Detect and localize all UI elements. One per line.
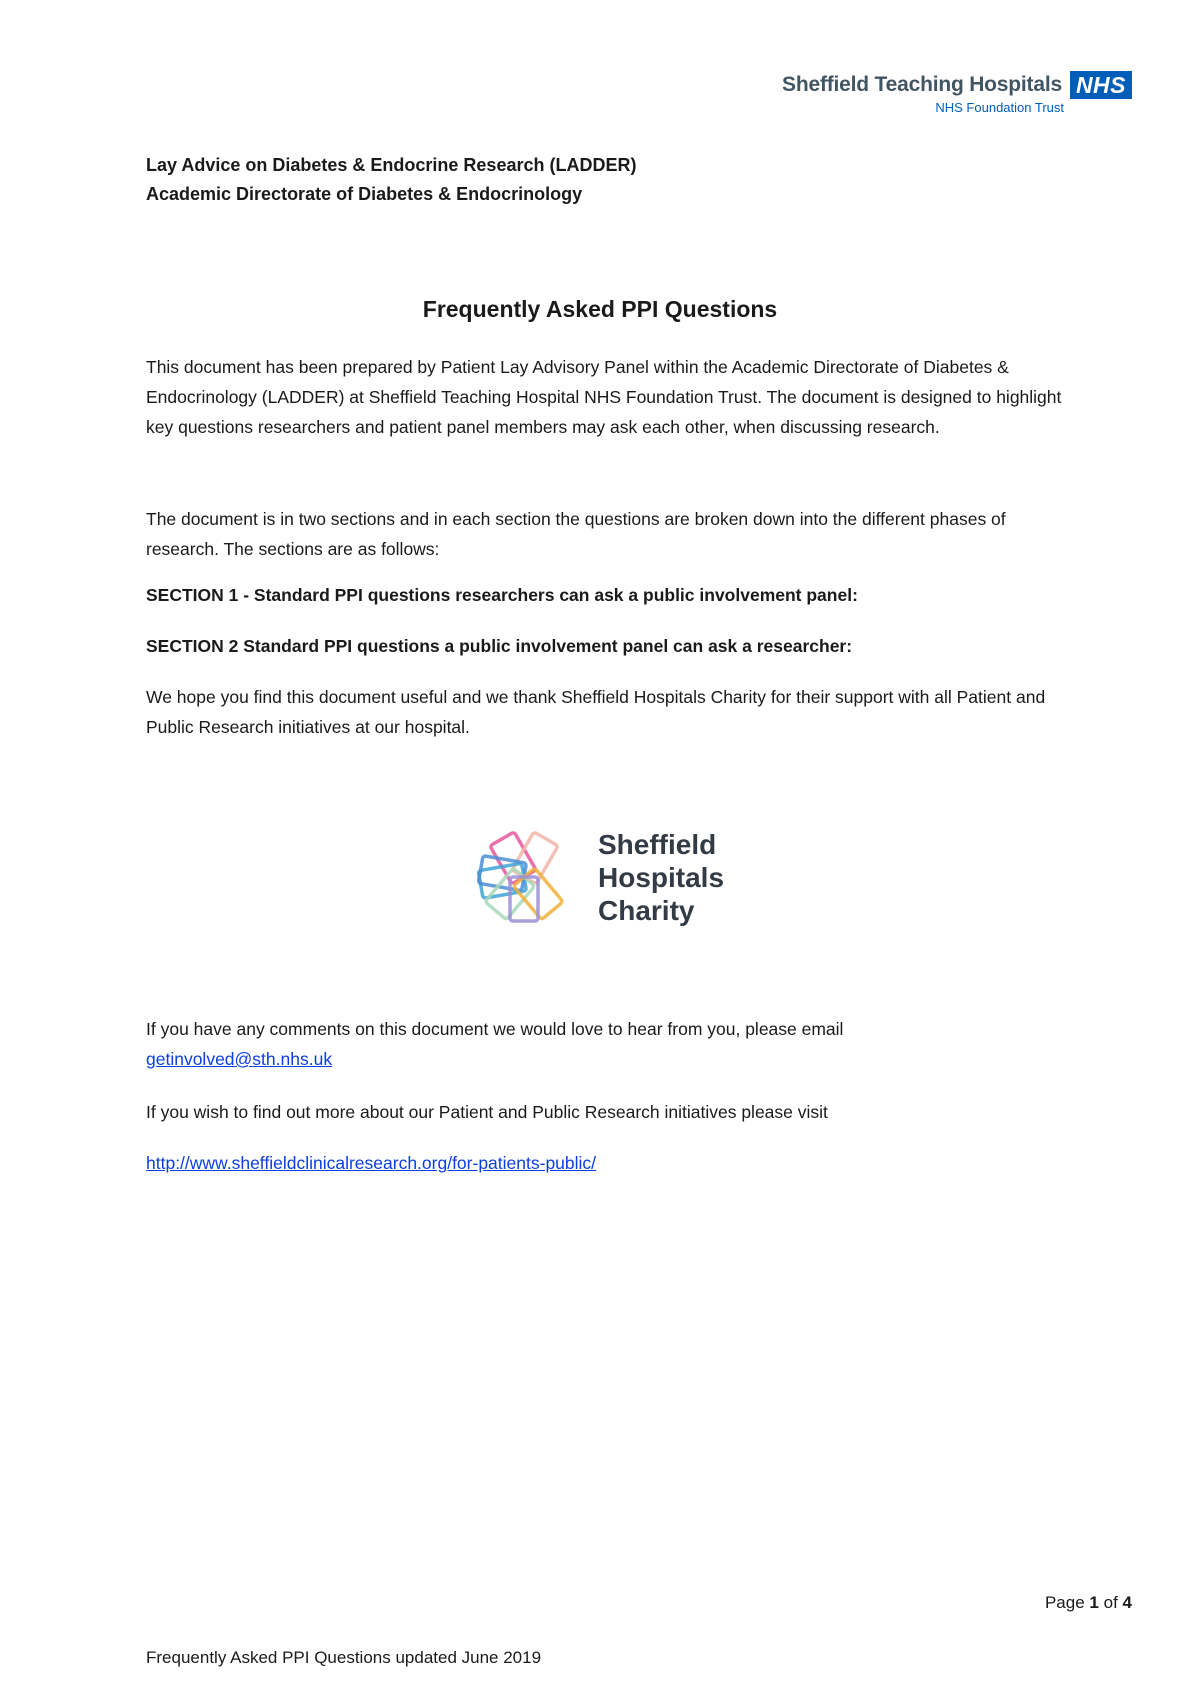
intro-paragraph: This document has been prepared by Patient Lay Advisory Panel within the Academic Directorate of Diabetes & Endocrinology (LADDER) at Sheffield Teaching Hospital NHS Foundation Trust. The document is designed to highlight key questions researchers and patient panel members may ask each other, when discussing research. bbox=[146, 357, 1062, 437]
header-line-1: Lay Advice on Diabetes & Endocrine Research (LADDER) bbox=[146, 155, 637, 175]
charity-flower-icon bbox=[462, 815, 586, 939]
trust-org-name: Sheffield Teaching Hospitals bbox=[782, 73, 1062, 96]
trust-subtitle: NHS Foundation Trust bbox=[935, 100, 1064, 115]
sections-paragraph: The document is in two sections and in each section the questions are broken down into the different phases of research. The sections are as follows: bbox=[146, 509, 1006, 559]
comment-paragraph bbox=[146, 1014, 1066, 1074]
nhs-badge: NHS bbox=[1070, 71, 1132, 99]
nhs-trust-logo bbox=[782, 71, 1132, 115]
email-link[interactable]: getinvolved@sth.nhs.uk bbox=[146, 1049, 333, 1069]
page-number: Page 1 of 4 bbox=[1044, 1593, 1132, 1612]
research-website-link[interactable]: http://www.sheffieldclinicalresearch.org/for-patients-public/ bbox=[146, 1153, 597, 1173]
section-1-heading: SECTION 1 - Standard PPI questions researchers can ask a public involvement panel: bbox=[146, 585, 858, 605]
page-title: Frequently Asked PPI Questions bbox=[422, 296, 778, 322]
charity-name: Sheffield Hospitals Charity bbox=[598, 828, 725, 926]
url-paragraph bbox=[146, 1148, 1066, 1178]
page-footer: Frequently Asked PPI Questions updated June 2019 bbox=[146, 1648, 542, 1667]
comment-text: If you have any comments on this document we would love to hear from you, please email bbox=[146, 1019, 844, 1039]
visit-text: If you wish to find out more about our Patient and Public Research initiatives please visit bbox=[146, 1102, 828, 1122]
document-header bbox=[146, 151, 636, 209]
header-line-2: Academic Directorate of Diabetes & Endocrinology bbox=[146, 184, 583, 204]
section-2-heading: SECTION 2 Standard PPI questions a public involvement panel can ask a researcher: bbox=[146, 636, 853, 656]
charity-logo bbox=[462, 815, 724, 939]
thanks-paragraph: We hope you find this document useful and we thank Sheffield Hospitals Charity for their support with all Patient and Public Research initiatives at our hospital. bbox=[146, 687, 1046, 737]
